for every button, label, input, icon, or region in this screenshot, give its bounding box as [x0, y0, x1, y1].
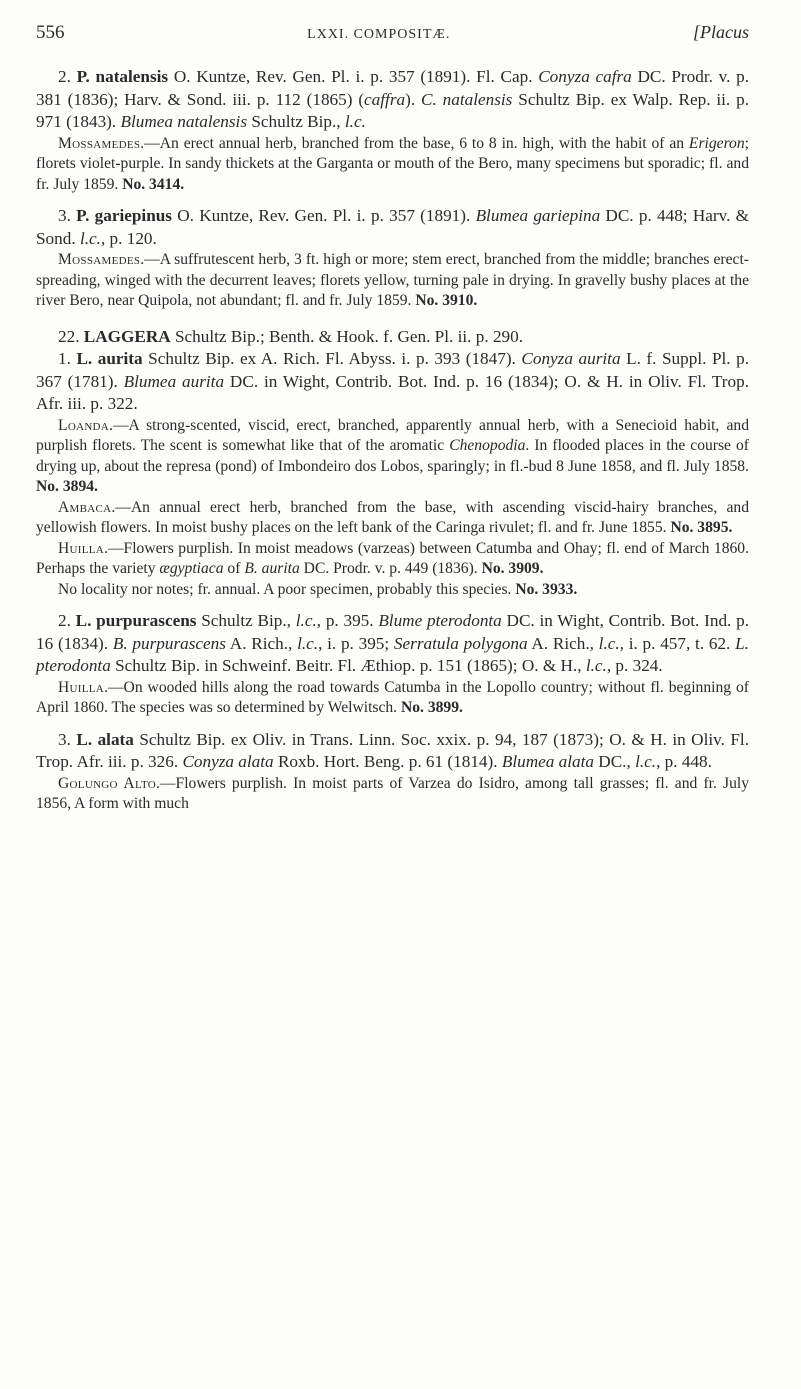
locality: Mossamedes — [58, 251, 141, 268]
species-name: L. aurita — [76, 349, 143, 368]
species-name: P. gariepinus — [76, 206, 172, 225]
specimen-number: No. 3899. — [400, 699, 463, 716]
specimen-number: No. 3910. — [415, 292, 478, 309]
specimen-note: Golungo Alto.—Flowers purplish. In moist parts of Varzea do Isidro, among tall grasses; fl. and fr. July 1856, A form with much — [36, 774, 750, 812]
specimen-note: Mossamedes.—An erect annual herb, branched from the base, 6 to 8 in. high, with the habit of an Erigeron; florets violet-purple. In sandy thickets at the Garganta or mouth of the Bero, many specimens but sporadic; fl. and fr. July 1859. No. 3414. — [36, 134, 749, 193]
specimen-number: No. 3414. — [122, 175, 185, 193]
specimen-note: Ambaca.—An annual erect herb, branched from the base, with ascending viscid-hairy branches, and yellowish flowers. In moist bushy places on the left bank of the Caringa rivulet; fl. and fr. June 1855. No. 3895. — [36, 498, 749, 536]
locality: Huilla — [58, 539, 105, 557]
specimen-note: Huilla.—Flowers purplish. In moist meadows (varzeas) between Catumba and Ohay; fl. end of March 1860. Perhaps the variety ægyptiaca of B. aurita DC. Prodr. v. p. 449 (1836). No. 3909. — [36, 539, 749, 577]
section-title: LXXI. COMPOSITÆ. — [307, 27, 451, 42]
locality: Loanda — [58, 416, 110, 434]
genus-label: [Placus — [693, 22, 749, 42]
locality: Golungo Alto — [58, 774, 157, 792]
locality: Mossamedes — [58, 134, 141, 152]
specimen-note: Mossamedes.—A suffrutescent herb, 3 ft. high or more; stem erect, branched from the middle; branches erect-spreading, winged with the decurrent leaves; florets yellow, turning pale in drying. In gravelly bushy places at the river Bero, near Quipola, not abundant; fl. and fr. July 1859. No. 3910. — [36, 251, 749, 309]
specimen-number: No. 3894. — [36, 478, 98, 495]
species-name: P. natalensis — [76, 67, 169, 86]
genus-name: LAGGERA — [83, 326, 171, 346]
locality: Huilla — [58, 678, 105, 696]
specimen-note: Huilla.—On wooded hills along the road towards Catumba in the Lopollo country; without fl. beginning of April 1860. The species was so determined by Welwitsch. No. 3899. — [36, 678, 749, 716]
species-heading-l-aurita: 1. L. aurita Schultz Bip. ex A. Rich. Fl. Abyss. i. p. 393 (1847). Conyza aurita L. f. Suppl. Pl. p. 367 (1781). Blumea aurita DC. in Wight, Contrib. Bot. Ind. p. 16 (1834); O. & H. in Oliv. Fl. Trop. Afr. iii. p. 322. — [36, 349, 750, 413]
species-heading-p-gariepinus: 3. P. gariepinus O. Kuntze, Rev. Gen. Pl. i. p. 357 (1891). Blumea gariepina DC. p. 448; Harv. & Sond. l.c., p. 120. — [36, 206, 750, 248]
species-heading-p-natalensis: 2. P. natalensis O. Kuntze, Rev. Gen. Pl. i. p. 357 (1891). Fl. Cap. Conyza cafra DC. Prodr. v. p. 381 (1836); Harv. & Sond. iii. p. 112 (1865) (caffra). C. natalensis Schultz Bip. ex Walp. Rep. ii. p. 971 (1843). Blumea natalensis Schultz Bip., l.c. — [36, 67, 750, 131]
specimen-number: No. 3909. — [481, 560, 544, 577]
running-head — [36, 22, 749, 44]
locality: Ambaca — [58, 498, 112, 516]
specimen-note: Loanda.—A strong-scented, viscid, erect, branched, apparently annual herb, with a Senecioid habit, and purplish florets. The scent is somewhat like that of the aromatic Chenopodia. In flooded places in the course of drying up, about the represa (pond) of Imbondeiro dos Lobos, sparingly; in fl.-bud 8 June 1858, and fl. July 1858. No. 3894. — [36, 416, 749, 495]
species-heading-l-purpurascens: 2. L. purpurascens Schultz Bip., l.c., p. 395. Blume pterodonta DC. in Wight, Contrib. Bot. Ind. p. 16 (1834). B. purpurascens A. Rich., l.c., i. p. 395; Serratula polygona A. Rich., l.c., i. p. 457, t. 62. L. pterodonta Schultz Bip. in Schweinf. Beitr. Fl. Æthiop. p. 151 (1865); O. & H., l.c., p. 324. — [36, 611, 749, 675]
species-heading-l-alata: 3. L. alata Schultz Bip. ex Oliv. in Trans. Linn. Soc. xxix. p. 94, 187 (1873); O. & H. in Oliv. Fl. Trop. Afr. iii. p. 326. Conyza alata Roxb. Hort. Beng. p. 61 (1814). Blumea alata DC., l.c., p. 448. — [36, 729, 750, 771]
specimen-number: No. 3895. — [670, 519, 733, 536]
species-name: L. alata — [76, 729, 134, 749]
specimen-note: No locality nor notes; fr. annual. A poor specimen, probably this species. No. 3933. — [58, 580, 578, 598]
page-number: 556 — [36, 22, 65, 43]
genus-heading-laggera: 22. LAGGERA Schultz Bip.; Benth. & Hook. f. Gen. Pl. ii. p. 290. — [58, 326, 524, 346]
specimen-number: No. 3933. — [515, 580, 578, 598]
species-name: L. purpurascens — [75, 611, 197, 630]
